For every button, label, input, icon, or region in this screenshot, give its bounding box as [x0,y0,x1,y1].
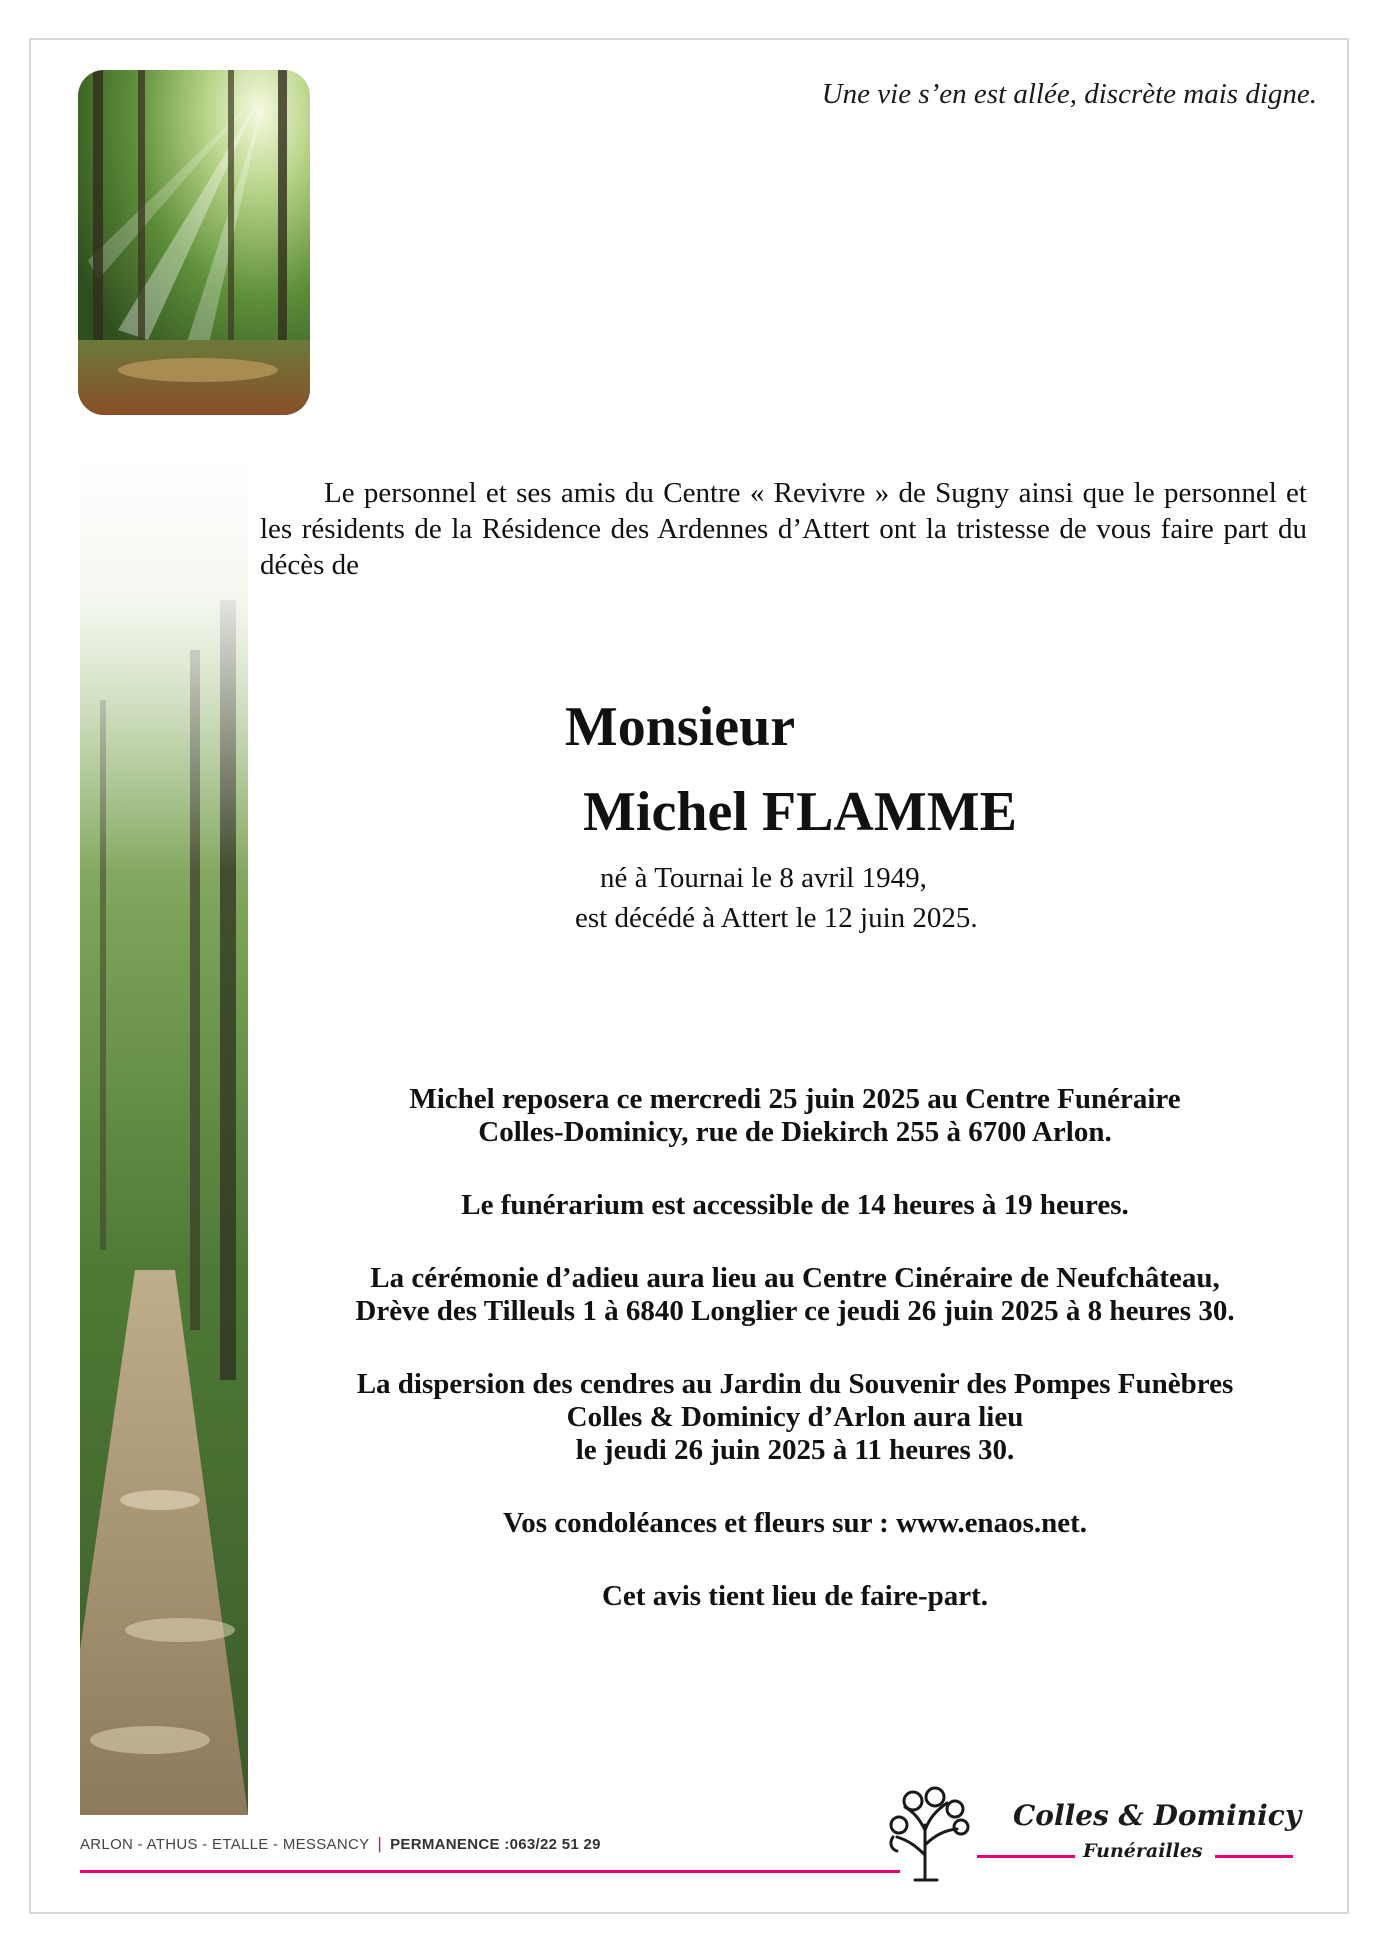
forest-path-photo [80,450,248,1815]
birth-line: né à Tournai le 8 avril 1949, [600,862,927,894]
tagline: Une vie s’en est allée, discrète mais digne. [821,78,1317,110]
footer-locations: ARLON - ATHUS - ETALLE - MESSANCY [80,1836,370,1853]
forest-light-photo [78,70,310,415]
logo-rule-left [977,1855,1075,1858]
footer-contact [80,1834,601,1854]
life-dates [520,858,1080,938]
condolences-line: Vos condoléances et fleurs sur : www.enaos.net. [502,1507,1088,1539]
deceased-name: Michel FLAMME [583,781,1017,843]
deceased-honorific: Monsieur [564,696,796,758]
footer-separator: | [377,1834,383,1853]
intro-text: Le personnel et ses amis du Centre « Revivre » de Sugny ainsi que le personnel et les résidents de la Résidence des Ardennes d’Attert ont la tristesse de vous faire part du décès de [260,477,1307,581]
company-logo [885,1785,1302,1885]
permanence-label: PERMANENCE : [390,1836,510,1853]
intro-paragraph [260,475,1307,583]
tree-icon [885,1785,985,1885]
ceremony-line-2: Drève des Tilleuls 1 à 6840 Longlier ce jeudi 26 juin 2025 à 8 heures 30. [355,1295,1235,1327]
permanence-phone: 063/22 51 29 [509,1836,601,1853]
repose-line-2: Colles-Dominicy, rue de Diekirch 255 à 6700 Arlon. [478,1116,1112,1148]
logo-subtitle: Funérailles [1083,1840,1203,1862]
repose-line-1: Michel reposera ce mercredi 25 juin 2025 au Centre Funéraire [409,1083,1181,1115]
ceremony-line-1: La cérémonie d’adieu aura lieu au Centre Cinéraire de Neufchâteau, [370,1262,1220,1294]
logo-rule-right [1215,1855,1293,1858]
dispersion-line-3: le jeudi 26 juin 2025 à 11 heures 30. [575,1434,1015,1466]
death-line: est décédé à Attert le 12 juin 2025. [575,902,978,934]
notice-line: Cet avis tient lieu de faire-part. [601,1580,989,1612]
funeral-info [260,1083,1330,1613]
footer-rule [80,1870,900,1873]
dispersion-line-1: La dispersion des cendres au Jardin du Souvenir des Pompes Funèbres [356,1368,1234,1400]
visiting-hours: Le funérarium est accessible de 14 heures à 19 heures. [461,1189,1129,1221]
logo-name: Colles & Dominicy [1013,1799,1302,1832]
dispersion-line-2: Colles & Dominicy d’Arlon aura lieu [566,1401,1024,1433]
